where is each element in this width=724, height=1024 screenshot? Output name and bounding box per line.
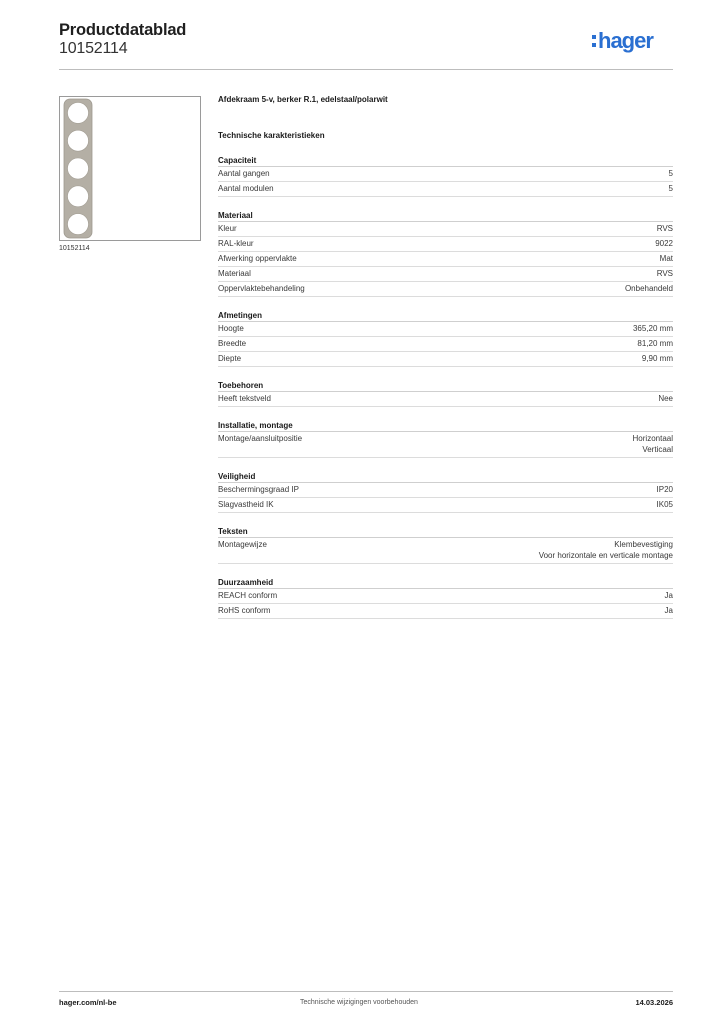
spec-label: Oppervlaktebehandeling [218,284,305,293]
spec-label: RAL-kleur [218,239,254,248]
spec-values [665,605,673,616]
spec-values [658,393,673,404]
spec-value: Nee [658,394,673,403]
footer-divider [59,991,673,992]
spec-value: RVS [656,224,673,233]
spec-values [539,539,673,561]
spec-label: Hoogte [218,324,244,333]
spec-group-title: Afmetingen [218,310,673,322]
spec-group [218,420,673,458]
spec-row [218,483,673,498]
spec-label: Montagewijze [218,540,267,549]
footer-disclaimer: Technische wijzigingen voorbehouden [300,999,418,1006]
technical-characteristics-heading: Technische karakteristieken [218,131,325,140]
spec-value: RVS [656,269,673,278]
spec-row [218,604,673,619]
spec-row [218,498,673,513]
spec-row [218,352,673,367]
spec-row [218,182,673,197]
spec-label: Aantal modulen [218,184,274,193]
spec-value: Verticaal [642,445,673,454]
spec-values [642,353,673,364]
spec-values [657,268,673,279]
spec-label: REACH conform [218,591,278,600]
hager-logo [591,27,675,57]
gang-opening [68,158,89,179]
spec-group [218,577,673,619]
spec-row [218,589,673,604]
spec-row [218,222,673,237]
spec-label: Aantal gangen [218,169,270,178]
spec-values [633,433,673,455]
spec-row [218,252,673,267]
spec-values [669,168,673,179]
spec-value: 9022 [655,239,673,248]
spec-values [657,484,673,495]
spec-values [633,323,673,334]
footer-date: 14.03.2026 [635,998,673,1007]
spec-values [637,338,673,349]
spec-group [218,526,673,564]
spec-value: 5 [668,169,673,178]
spec-label: Breedte [218,339,247,348]
spec-label: Afwerking oppervlakte [218,254,297,263]
spec-row [218,538,673,564]
product-specs [218,95,673,619]
spec-row [218,267,673,282]
spec-value: Voor horizontale en verticale montage [538,551,673,560]
logo-text: hager [598,28,653,53]
spec-group [218,310,673,367]
spec-value: Onbehandeld [624,284,673,293]
spec-row [218,167,673,182]
spec-row [218,432,673,458]
spec-value: Klembevestiging [614,540,673,549]
footer-website: hager.com/nl-be [59,998,117,1007]
spec-label: Kleur [218,224,237,233]
cover-frame-image [60,97,202,242]
page-title: Productdatablad [59,21,187,39]
product-number: 10152114 [59,40,128,57]
spec-values [657,223,673,234]
gang-opening [68,130,89,151]
spec-values [665,590,673,601]
gang-opening [68,186,89,207]
spec-value: IP20 [656,485,673,494]
spec-label: RoHS conform [218,606,271,615]
spec-groups [218,155,673,619]
spec-group [218,380,673,407]
spec-group [218,155,673,197]
spec-value: 365,20 mm [632,324,673,333]
spec-row [218,237,673,252]
spec-values [657,499,673,510]
spec-value: Horizontaal [632,434,673,443]
spec-row [218,322,673,337]
product-image-caption: 10152114 [59,245,90,252]
spec-label: Montage/aansluitpositie [218,434,303,443]
spec-group-title: Duurzaamheid [218,577,673,589]
spec-group-title: Teksten [218,526,673,538]
spec-values [660,253,673,264]
spec-row [218,392,673,407]
gang-opening [68,214,89,235]
spec-group-title: Toebehoren [218,380,673,392]
spec-group [218,210,673,297]
spec-label: Materiaal [218,269,251,278]
gang-opening [68,102,89,123]
spec-value: IK05 [656,500,673,509]
spec-values [669,183,673,194]
spec-group-title: Capaciteit [218,155,673,167]
spec-row [218,337,673,352]
spec-values [625,283,673,294]
spec-value: 81,20 mm [637,339,673,348]
spec-group-title: Installatie, montage [218,420,673,432]
spec-label: Slagvastheid IK [218,500,274,509]
spec-value: Mat [659,254,673,263]
spec-value: 5 [668,184,673,193]
spec-label: Heeft tekstveld [218,394,271,403]
spec-group-title: Veiligheid [218,471,673,483]
header-divider [59,69,673,70]
spec-label: Diepte [218,354,242,363]
spec-values [655,238,673,249]
product-name: Afdekraam 5-v, berker R.1, edelstaal/polarwit [218,95,388,104]
spec-group [218,471,673,513]
spec-value: 9,90 mm [641,354,673,363]
spec-group-title: Materiaal [218,210,673,222]
spec-row [218,282,673,297]
spec-value: Ja [664,591,673,600]
spec-value: Ja [664,606,673,615]
product-image [59,96,201,241]
spec-label: Beschermingsgraad IP [218,485,299,494]
